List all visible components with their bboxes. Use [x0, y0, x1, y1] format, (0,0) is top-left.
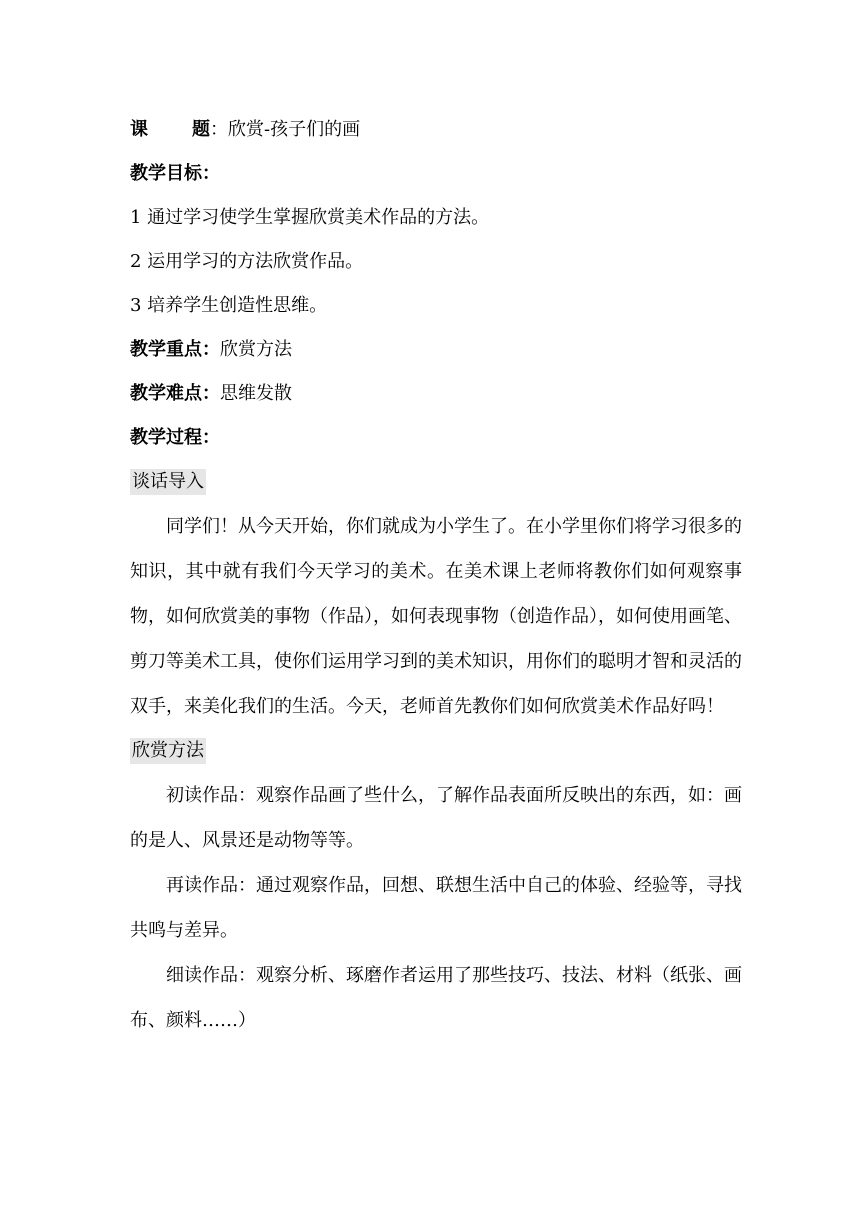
process-label: 教学过程：	[130, 427, 220, 448]
method-heading-line	[130, 729, 742, 773]
topic-label: 课 题	[130, 119, 210, 140]
topic-value: 欣赏-孩子们的画	[228, 119, 361, 140]
difficulty-label: 教学难点：	[130, 383, 220, 404]
topic-line	[130, 108, 742, 152]
method-paragraph: 初读作品：观察作品画了些什么，了解作品表面所反映出的东西，如：画的是人、风景还是动物等等。	[130, 785, 742, 851]
objectives-heading	[130, 152, 742, 196]
key-point-value: 欣赏方法	[220, 339, 292, 360]
difficulty-line	[130, 372, 742, 416]
difficulty-value: 思维发散	[220, 383, 292, 404]
intro-heading-line	[130, 460, 742, 504]
objective-item: 3 培养学生创造性思维。	[130, 295, 328, 316]
objective-item: 1 通过学习使学生掌握欣赏美术作品的方法。	[130, 207, 490, 228]
objective-item: 2 运用学习的方法欣赏作品。	[130, 251, 364, 272]
intro-section-heading: 谈话导入	[130, 469, 206, 495]
method-paragraph: 细读作品：观察分析、琢磨作者运用了那些技巧、技法、材料（纸张、画布、颜料……）	[130, 965, 742, 1031]
lesson-plan-content	[130, 108, 742, 1043]
method-paragraph: 再读作品：通过观察作品，回想、联想生活中自己的体验、经验等，寻找共鸣与差异。	[130, 875, 742, 941]
topic-colon: ：	[210, 119, 228, 140]
objectives-label: 教学目标：	[130, 163, 220, 184]
intro-paragraph: 同学们！从今天开始，你们就成为小学生了。在小学里你们将学习很多的知识，其中就有我们今天学习的美术。在美术课上老师将教你们如何观察事物，如何欣赏美的事物（作品），如何表现事物（创造作品），如何使用画笔、剪刀等美术工具，使你们运用学习到的美术知识，用你们的聪明才智和灵活的双手，来美化我们的生活。今天，老师首先教你们如何欣赏美术作品好吗！	[130, 516, 742, 717]
method-section-heading: 欣赏方法	[130, 738, 206, 764]
key-point-line	[130, 328, 742, 372]
key-point-label: 教学重点：	[130, 339, 220, 360]
process-heading	[130, 416, 742, 460]
